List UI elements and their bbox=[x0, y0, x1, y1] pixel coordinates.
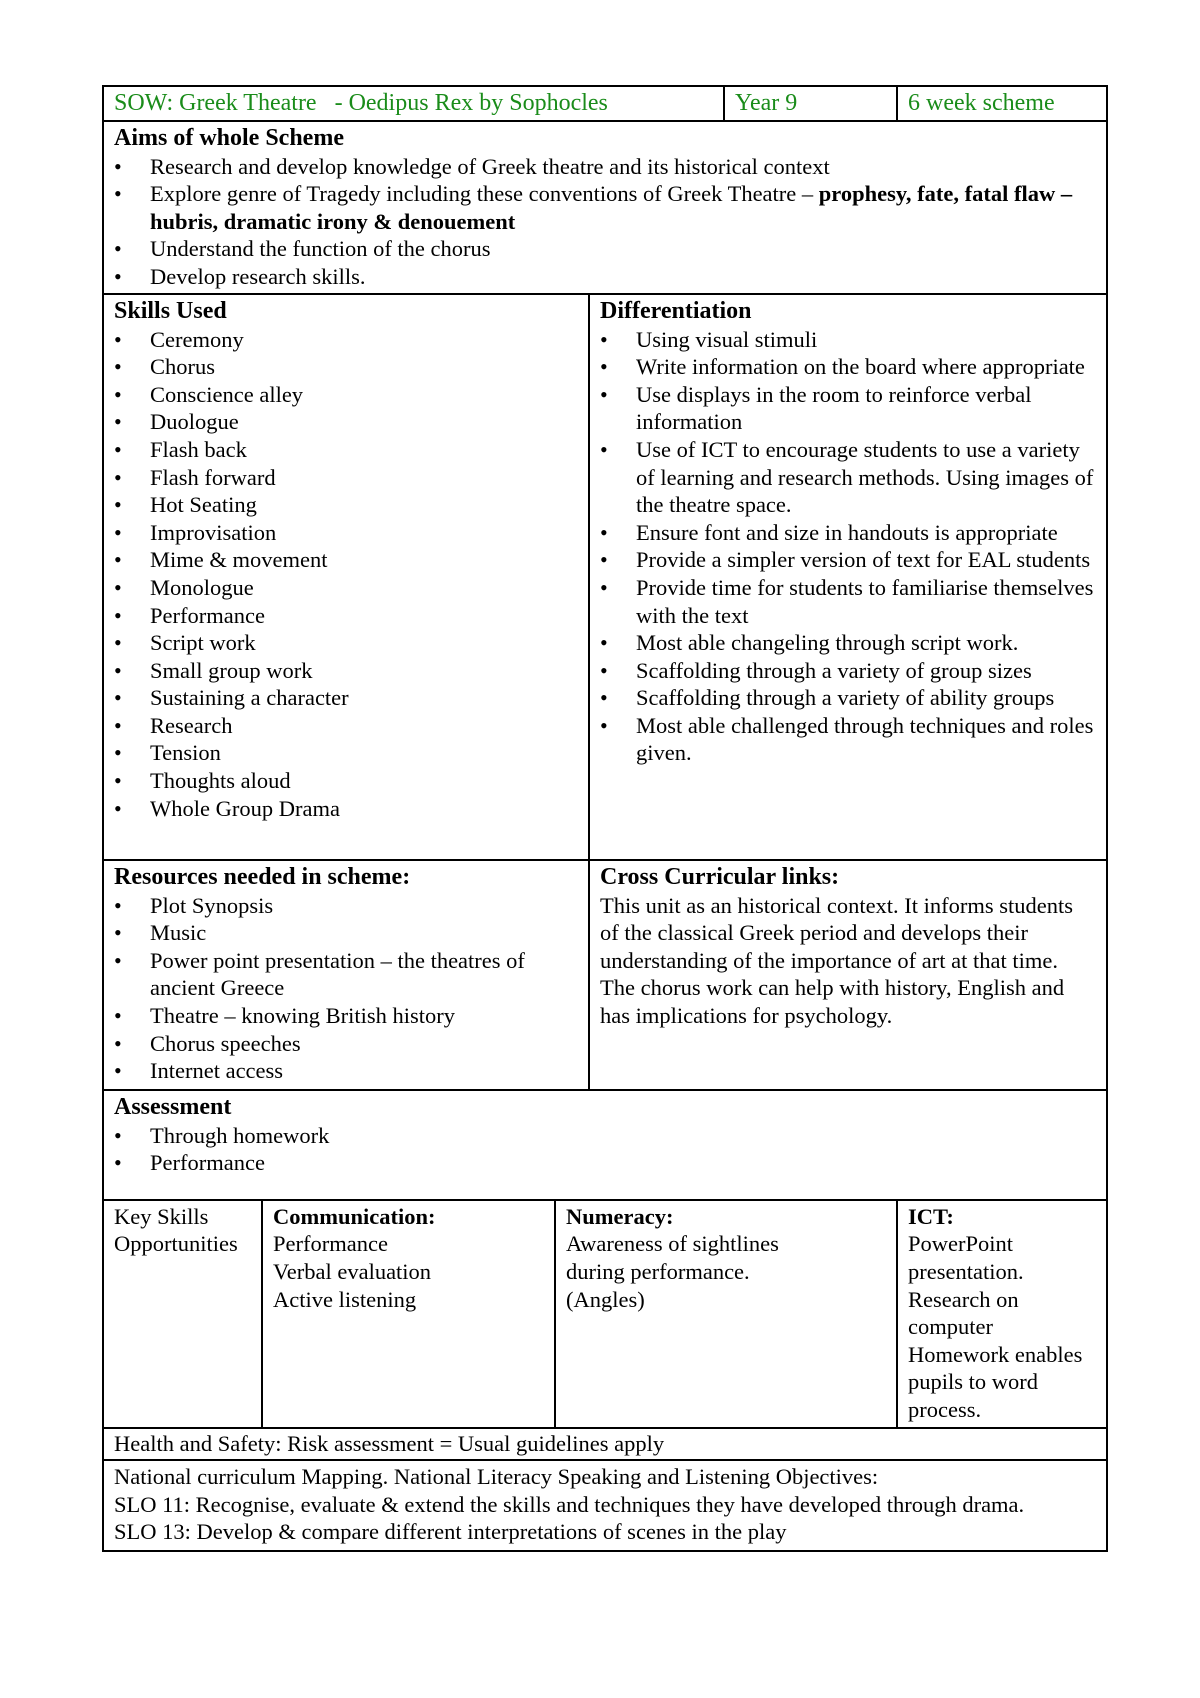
cross-curricular-section bbox=[589, 860, 1107, 1090]
skills-list bbox=[114, 326, 578, 823]
communication-cell bbox=[262, 1200, 555, 1429]
scheme-title: SOW: Greek Theatre - Oedipus Rex by Sophocles bbox=[103, 86, 724, 121]
list-item: • Most able changeling through script work. bbox=[600, 629, 1096, 657]
scheme-of-work-document bbox=[102, 85, 1106, 1552]
assessment-section bbox=[103, 1090, 1107, 1200]
aim-text: Explore genre of Tragedy including these conventions of Greek Theatre – bbox=[150, 181, 819, 207]
numeracy-text: Awareness of sightlines during performance. (Angles) bbox=[566, 1231, 779, 1312]
list-item: • Write information on the board where appropriate bbox=[600, 353, 1096, 381]
ict-title: ICT: bbox=[908, 1203, 954, 1229]
list-item: • Scaffolding through a variety of group sizes bbox=[600, 657, 1096, 685]
key-skills-label bbox=[103, 1200, 262, 1429]
numeracy-cell bbox=[555, 1200, 897, 1429]
list-item: • Script work bbox=[114, 629, 578, 657]
list-item: • Sustaining a character bbox=[114, 684, 578, 712]
communication-line: Verbal evaluation bbox=[273, 1258, 432, 1284]
ict-cell bbox=[897, 1200, 1107, 1429]
year-cell: Year 9 bbox=[724, 86, 897, 121]
list-item: • Plot Synopsis bbox=[114, 892, 578, 920]
national-curriculum-cell bbox=[103, 1460, 1107, 1551]
cross-curricular-text: The chorus work can help with history, English and has implications for psychology. bbox=[600, 975, 1065, 1028]
list-item: • Duologue bbox=[114, 408, 578, 436]
key-skills-row bbox=[103, 1200, 1107, 1429]
resources-list bbox=[114, 892, 578, 1085]
aim-text: Research and develop knowledge of Greek theatre and its historical context bbox=[150, 153, 830, 179]
list-item: • Provide time for students to familiarise themselves with the text bbox=[600, 574, 1096, 629]
national-curriculum-line: SLO 13: Develop & compare different interpretations of scenes in the play bbox=[114, 1519, 787, 1545]
aim-bold-text: prophesy, fate, fatal flaw – hubris, dramatic irony & denouement bbox=[150, 181, 1073, 234]
list-item: • Music bbox=[114, 919, 578, 947]
list-item: • Power point presentation – the theatres of ancient Greece bbox=[114, 947, 578, 1002]
differentiation-list bbox=[600, 326, 1096, 768]
list-item: • Most able challenged through techniques and roles given. bbox=[600, 712, 1096, 767]
assessment-list bbox=[114, 1122, 1096, 1177]
skills-row bbox=[103, 294, 1107, 860]
key-skills-label-line: Key Skills bbox=[114, 1203, 209, 1229]
list-item bbox=[114, 235, 1096, 263]
scheme-table bbox=[102, 85, 1108, 1552]
list-item: • Improvisation bbox=[114, 519, 578, 547]
communication-line: Active listening bbox=[273, 1286, 417, 1312]
list-item: • Theatre – knowing British history bbox=[114, 1002, 578, 1030]
national-curriculum-line: SLO 11: Recognise, evaluate & extend the skills and techniques they have developed through drama. bbox=[114, 1491, 1025, 1517]
list-item: • Chorus speeches bbox=[114, 1030, 578, 1058]
header-row bbox=[103, 86, 1107, 121]
list-item: • Flash back bbox=[114, 436, 578, 464]
list-item: • Hot Seating bbox=[114, 491, 578, 519]
aims-list bbox=[114, 153, 1096, 291]
differentiation-title: Differentiation bbox=[600, 297, 752, 324]
list-item: • Performance bbox=[114, 602, 578, 630]
aims-title: Aims of whole Scheme bbox=[114, 124, 344, 151]
list-item: • Mime & movement bbox=[114, 546, 578, 574]
resources-section bbox=[103, 860, 589, 1090]
cross-curricular-title: Cross Curricular links: bbox=[600, 863, 840, 890]
list-item: • Use of ICT to encourage students to use a variety of learning and research methods. Using images of the theatre space. bbox=[600, 436, 1096, 519]
aim-text: Develop research skills. bbox=[150, 263, 366, 289]
list-item bbox=[114, 263, 1096, 291]
list-item: • Ensure font and size in handouts is appropriate bbox=[600, 519, 1096, 547]
cross-curricular-text: This unit as an historical context. It informs students of the classical Greek period and develops their understanding of the importance of art at that time. bbox=[600, 892, 1074, 973]
duration-cell: 6 week scheme bbox=[897, 86, 1107, 121]
list-item: • Use displays in the room to reinforce verbal information bbox=[600, 381, 1096, 436]
list-item: • Monologue bbox=[114, 574, 578, 602]
list-item: • Chorus bbox=[114, 353, 578, 381]
list-item: • Internet access bbox=[114, 1057, 578, 1085]
skills-section bbox=[103, 294, 589, 860]
resources-title: Resources needed in scheme: bbox=[114, 863, 411, 890]
communication-line: Performance bbox=[273, 1231, 388, 1257]
list-item: • Whole Group Drama bbox=[114, 795, 578, 823]
aim-text: Understand the function of the chorus bbox=[150, 236, 491, 262]
list-item bbox=[114, 153, 1096, 181]
assessment-title: Assessment bbox=[114, 1093, 232, 1120]
national-curriculum-line: National curriculum Mapping. National Literacy Speaking and Listening Objectives: bbox=[114, 1464, 879, 1490]
list-item: • Thoughts aloud bbox=[114, 767, 578, 795]
aims-row bbox=[103, 121, 1107, 294]
differentiation-section bbox=[589, 294, 1107, 860]
health-safety-row bbox=[103, 1428, 1107, 1460]
list-item: • Provide a simpler version of text for EAL students bbox=[600, 546, 1096, 574]
list-item: • Flash forward bbox=[114, 464, 578, 492]
aims-section bbox=[103, 121, 1107, 294]
key-skills-label-line: Opportunities bbox=[114, 1231, 238, 1257]
list-item: • Using visual stimuli bbox=[600, 326, 1096, 354]
list-item: • Conscience alley bbox=[114, 381, 578, 409]
assessment-row bbox=[103, 1090, 1107, 1200]
list-item: • Research bbox=[114, 712, 578, 740]
numeracy-title: Numeracy: bbox=[566, 1203, 674, 1229]
communication-title: Communication: bbox=[273, 1203, 436, 1229]
list-item: • Scaffolding through a variety of ability groups bbox=[600, 684, 1096, 712]
list-item: • Performance bbox=[114, 1149, 1096, 1177]
resources-row bbox=[103, 860, 1107, 1090]
health-safety-cell: Health and Safety: Risk assessment = Usual guidelines apply bbox=[103, 1428, 1107, 1460]
list-item bbox=[114, 180, 1096, 235]
list-item: • Ceremony bbox=[114, 326, 578, 354]
ict-text: PowerPoint presentation. Research on computer Homework enables pupils to word process. bbox=[908, 1231, 1083, 1422]
list-item: • Small group work bbox=[114, 657, 578, 685]
list-item: • Tension bbox=[114, 739, 578, 767]
skills-title: Skills Used bbox=[114, 297, 227, 324]
national-curriculum-row bbox=[103, 1460, 1107, 1551]
list-item: • Through homework bbox=[114, 1122, 1096, 1150]
